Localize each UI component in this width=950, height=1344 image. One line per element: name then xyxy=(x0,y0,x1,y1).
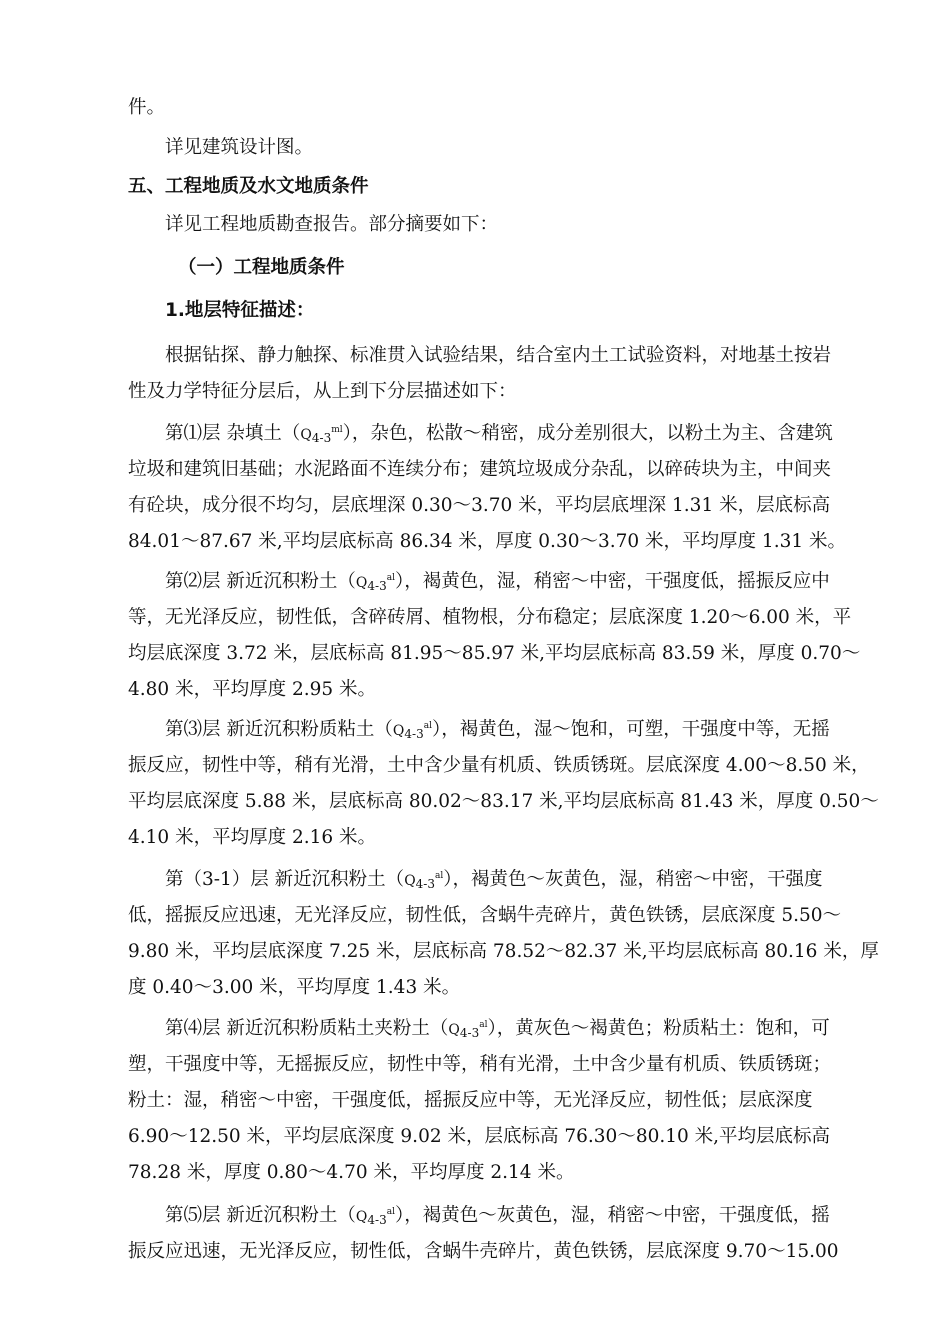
text-line: 详见工程地质勘查报告。部分摘要如下： xyxy=(165,214,499,235)
symbol-subscript: 4-3 xyxy=(367,1213,387,1227)
text-span: 第（3-1）层 新近沉积粉土（ xyxy=(165,869,405,890)
text-line: 均层底深度 3.72 米，层底标高 81.95～85.97 米,平均层底标高 83.59 米，厚度 0.70～ xyxy=(128,643,861,664)
text-line: 平均层底深度 5.88 米，层底标高 80.02～83.17 米,平均层底标高 81.43 米，厚度 0.50～ xyxy=(128,791,879,812)
symbol-superscript: al xyxy=(386,1207,395,1217)
text-line: 4.10 米，平均厚度 2.16 米。 xyxy=(128,827,377,848)
text-line: 84.01～87.67 米,平均层底标高 86.34 米，厚度 0.30～3.70 米，平均厚度 1.31 米。 xyxy=(128,531,847,552)
symbol-subscript: 4-3 xyxy=(311,431,332,445)
text-line: 性及力学特征分层后，从上到下分层描述如下： xyxy=(128,381,517,402)
symbol-q: Q xyxy=(392,723,405,739)
symbol-superscript: al xyxy=(479,1020,488,1030)
text-line: 振反应迅速，无光泽反应，韧性低，含蜗牛壳碎片，黄色铁锈，层底深度 9.70～15.00 xyxy=(128,1241,839,1262)
item-heading: 1.地层特征描述： xyxy=(165,300,315,321)
text-line: 塑，干强度中等，无摇振反应，韧性中等，稍有光滑，土中含少量有机质、铁质锈斑； xyxy=(128,1054,832,1075)
layer-2-first-line xyxy=(165,570,905,597)
symbol-q: Q xyxy=(448,1022,460,1038)
symbol-subscript: 4-3 xyxy=(367,579,387,593)
text-line: 粉土：湿，稍密～中密，干强度低，摇振反应中等，无光泽反应，韧性低；层底深度 xyxy=(128,1090,813,1111)
symbol-q: Q xyxy=(300,427,312,443)
layer-3-1-first-line xyxy=(165,868,905,895)
text-span: ），褐黄色～灰黄色，湿，稍密～中密，干强度 xyxy=(443,869,823,890)
symbol-superscript: al xyxy=(435,871,444,881)
symbol-superscript: al xyxy=(423,721,432,731)
text-line: 振反应，韧性中等，稍有光滑，土中含少量有机质、铁质锈斑。层底深度 4.00～8.50 米， xyxy=(128,755,870,776)
text-line: 垃圾和建筑旧基础；水泥路面不连续分布；建筑垃圾成分杂乱，以碎砖块为主，中间夹 xyxy=(128,459,832,480)
subsection-heading: （一）工程地质条件 xyxy=(178,257,345,278)
text-span: ），杂色，松散～稍密，成分差别很大，以粉土为主、含建筑 xyxy=(342,423,833,444)
layer-3-first-line xyxy=(165,718,905,745)
symbol-q: Q xyxy=(355,1209,368,1225)
text-line: 详见建筑设计图。 xyxy=(165,137,314,158)
text-line: 低，摇振反应迅速，无光泽反应，韧性低，含蜗牛壳碎片，黄色铁锈，层底深度 5.50～ xyxy=(128,905,842,926)
text-line: 件。 xyxy=(128,97,166,118)
section-heading: 五、工程地质及水文地质条件 xyxy=(128,176,369,197)
text-line: 9.80 米，平均层底深度 7.25 米，层底标高 78.52～82.37 米,平均层底标高 80.16 米，厚 xyxy=(128,941,879,962)
text-span: 第⑵层 新近沉积粉土（ xyxy=(165,571,356,592)
text-span: 第⑷层 新近沉积粉质粘土夹粉土（ xyxy=(165,1018,449,1039)
symbol-subscript: 4-3 xyxy=(459,1026,480,1040)
text-span: 第⑸层 新近沉积粉土（ xyxy=(165,1205,356,1226)
text-line: 78.28 米，厚度 0.80～4.70 米，平均厚度 2.14 米。 xyxy=(128,1162,575,1183)
text-span: 第⑶层 新近沉积粉质粘土（ xyxy=(165,719,393,740)
layer-5-first-line xyxy=(165,1204,905,1231)
text-line: 有砼块，成分很不均匀，层底埋深 0.30～3.70 米，平均层底埋深 1.31 米，层底标高 xyxy=(128,495,831,516)
symbol-q: Q xyxy=(355,575,368,591)
layer-1-first-line xyxy=(165,422,905,449)
text-line: 4.80 米，平均厚度 2.95 米。 xyxy=(128,679,377,700)
text-line: 等，无光泽反应，韧性低，含碎砖屑、植物根，分布稳定；层底深度 1.20～6.00 米，平 xyxy=(128,607,852,628)
symbol-superscript: al xyxy=(386,573,395,583)
text-line: 根据钻探、静力触探、标准贯入试验结果，结合室内土工试验资料，对地基土按岩 xyxy=(165,345,832,366)
text-span: ），褐黄色，湿，稍密～中密，干强度低，摇振反应中 xyxy=(394,571,830,592)
text-span: ），褐黄色，湿～饱和，可塑，干强度中等，无摇 xyxy=(431,719,830,740)
text-span: 第⑴层 杂填土（ xyxy=(165,423,301,444)
symbol-q: Q xyxy=(404,873,416,889)
text-line: 6.90～12.50 米，平均层底深度 9.02 米，层底标高 76.30～80.10 米,平均层底标高 xyxy=(128,1126,831,1147)
symbol-subscript: 4-3 xyxy=(415,877,435,891)
symbol-subscript: 4-3 xyxy=(404,727,424,741)
text-span: ），黄灰色～褐黄色；粉质粘土：饱和，可 xyxy=(487,1018,830,1039)
layer-4-first-line xyxy=(165,1017,905,1044)
symbol-superscript: ml xyxy=(331,425,343,435)
text-span: ），褐黄色～灰黄色，湿，稍密～中密，干强度低，摇 xyxy=(394,1205,830,1226)
text-line: 度 0.40～3.00 米，平均厚度 1.43 米。 xyxy=(128,977,461,998)
